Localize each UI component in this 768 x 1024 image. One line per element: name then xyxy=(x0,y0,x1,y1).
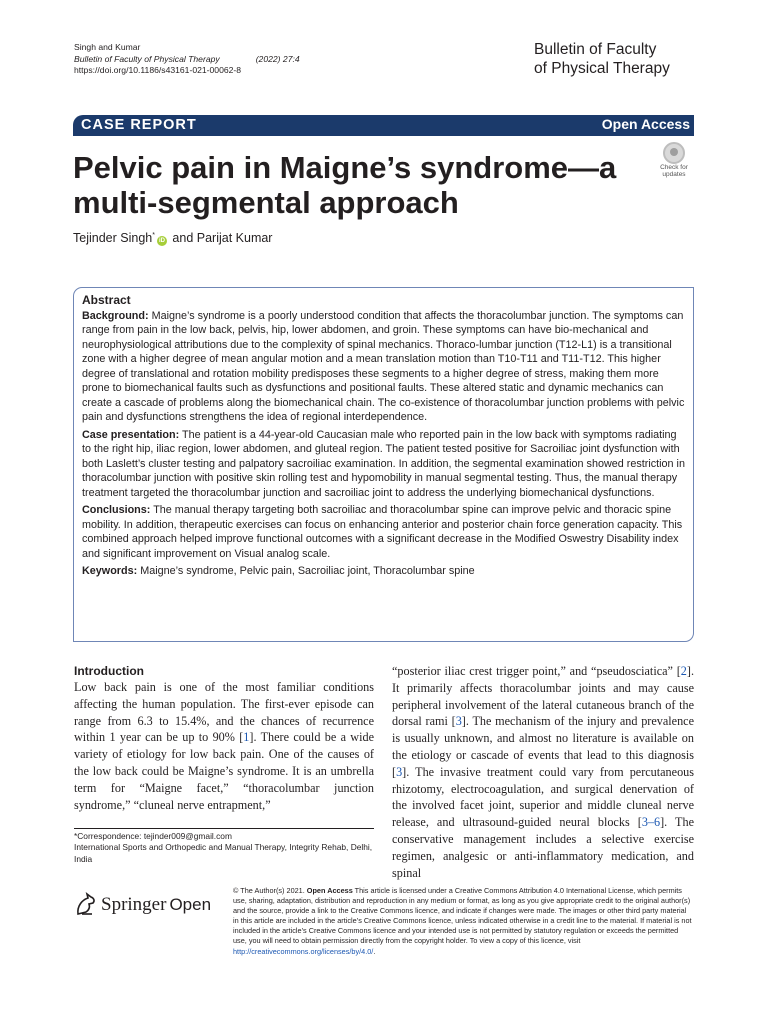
author-first[interactable]: Tejinder Singh xyxy=(73,231,153,245)
journal-citation xyxy=(74,54,300,66)
case-label: Case presentation: xyxy=(82,428,180,441)
keywords-label: Keywords: xyxy=(82,565,138,577)
crossmark-line2: updates xyxy=(662,171,686,178)
intro-text: ]. The conservative management includes a selective exercise regimen, analgesic or anti-inflammatory medication, and spinal xyxy=(392,815,694,880)
journal-name xyxy=(534,40,694,78)
intro-paragraph-2 xyxy=(392,663,694,881)
article-type-banner xyxy=(73,115,694,136)
journal-name-line1: Bulletin of Faculty xyxy=(534,41,657,58)
affiliation: International Sports and Orthopedic and Manual Therapy, Integrity Rehab, Delhi, India xyxy=(74,842,373,864)
crossmark-label xyxy=(656,164,692,178)
conclusions-text: The manual therapy targeting both sacroiliac and thoracolumbar spine can improve pelvic and thoracic spine mobility. In addition, therapeutic exercises can focus on enhancing anterior and posterior chain force generation capacity. This combined approach helped improve functional outcomes with a significant decrease in the Modified Oswestry Disability index and significant improvement on Visual analog scale. xyxy=(82,504,683,560)
license-text xyxy=(233,886,694,957)
springer-open-logo xyxy=(74,890,219,920)
background-label: Background: xyxy=(82,309,149,322)
intro-text: Low back pain is one of the most familiar conditions affecting the human population. The first-ever episode can range from 6.3 to 15.4%, and the chances of recurrence within 1 year can be up to 90% [ xyxy=(74,680,374,745)
citation-link[interactable]: 3 xyxy=(396,764,403,779)
author-rest[interactable]: and Parijat Kumar xyxy=(168,231,273,245)
article-type: CASE REPORT xyxy=(81,117,197,133)
correspondence-footnote xyxy=(74,831,374,865)
background-text: Maigne’s syndrome is a poorly understood condition that affects the thoracolumbar junction. The symptoms can range from pain in the low back, pelvis, hip, lower abdomen, and groin. These symptoms can have bio-mechanical and neurophysiological attributions due to the complexity of spinal mechanics. Thoraco-lumbar junction (T12-L1) is a transitional zone with a higher degree of mean angular motion and a mean translation motion than T10-T11 and T11-T12. This higher degree of translational and rotation mobility predisposes these segments to a higher degree of stress, making them more prone to biomechanical faults such as dysfunctions and positional faults. These altered static and dynamic mechanics can create a cascade of problems along the biomechanical chain. The co-existence of thoracolumbar junction problems with pelvic pain and dysfunctions strengthens the idea of regional interdependence. xyxy=(82,309,685,423)
intro-text: ]. There could be a wide variety of etiology for low back pain. One of the causes of the low back could be Maigne’s syndrome. It is an umbrella term for “Maigne facet,” “thoracolumbar junction syndrome,” “cluneal nerve entrapment,” xyxy=(74,730,374,812)
case-text: The patient is a 44-year-old Caucasian male who reported pain in the low back with symptoms radiating to the right hip, iliac region, lower abdomen, and gluteal region. The patient tested positive for Sacroiliac joint dysfunction with both Laslett’s cluster testing and palpatory sacroiliac examination. In addition, the segmental examination showed restriction in thoracolumbar junction with positive skin rolling test and hypomobility in manual segmental testing. Thus, the manual therapy treatment targeted the thoracolumbar junction and sacroiliac joint to address the underlying biomechanical dysfunctions. xyxy=(82,428,685,499)
intro-paragraph-1 xyxy=(74,679,374,813)
copyright: © The Author(s) 2021. xyxy=(233,886,307,895)
open-access-label: Open Access xyxy=(601,116,690,132)
year-volume: (2022) 27:4 xyxy=(255,53,300,64)
author-list xyxy=(73,231,272,246)
citation-link[interactable]: 3 xyxy=(455,714,462,729)
abstract-case xyxy=(82,428,685,501)
conclusions-label: Conclusions: xyxy=(82,504,151,516)
intro-text: ]. It primarily affects thoracolumbar joints and may cause peripheral involvement of the lateral cutaneous branch of the dorsal rami [ xyxy=(392,664,694,729)
journal-name-line2: of Physical Therapy xyxy=(534,60,670,77)
springer-horse-icon xyxy=(74,890,98,918)
keywords-text: Maigne’s syndrome, Pelvic pain, Sacroiliac joint, Thoracolumbar spine xyxy=(137,565,475,577)
article-meta xyxy=(74,42,300,77)
correspondence-email[interactable]: *Correspondence: tejinder009@gmail.com xyxy=(74,831,232,841)
abstract-background xyxy=(82,309,685,425)
orcid-icon[interactable]: iD xyxy=(158,238,165,244)
springer-wordmark xyxy=(101,894,211,916)
journal-title-italic: Bulletin of Faculty of Physical Therapy xyxy=(74,53,220,64)
check-for-updates-button[interactable] xyxy=(656,142,692,180)
body-column-right xyxy=(392,663,694,881)
abstract-conclusions xyxy=(82,503,685,561)
crossmark-icon xyxy=(663,142,685,164)
intro-text: ]. The mechanism of the injury and prevalence is usually unknown, and almost no literature is available on the etiology or cascade of events that lead to this diagnosis [ xyxy=(392,714,694,779)
intro-text: ]. The invasive treatment could vary from percutaneous rhizotomy, electrocoagulation, and surgical denervation of the involved facet joint, superior and middle cluneal nerve release, and ultrasound-guided neural blocks [ xyxy=(392,764,694,830)
citation-link[interactable]: 3–6 xyxy=(641,815,661,830)
crossmark-line1: Check for xyxy=(660,164,688,171)
license-open-access: Open Access xyxy=(306,886,353,895)
citation-link[interactable]: 1 xyxy=(243,730,250,745)
license-body: This article is licensed under a Creative Commons Attribution 4.0 International License, which permits use, sharing, adaptation, distribution and reproduction in any medium or format, as long as you give appropriate credit to the original author(s) and the source, provide a link to the Creative Commons licence, and indicate if changes were made. The images or other third party material in this article are included in the article’s Creative Commons licence, unless indicated otherwise in a credit line to the material. If material is not included in the article’s Creative Commons licence and your intended use is not permitted by statutory regulation or exceeds the permitted use, you will need to obtain permission directly from the copyright holder. To view a copy of this licence, visit xyxy=(233,886,692,946)
springer-open: Open xyxy=(169,895,212,914)
license-link[interactable]: http://creativecommons.org/licenses/by/4.0/ xyxy=(233,946,374,956)
springer-name: Springer xyxy=(101,894,167,915)
abstract-heading: Abstract xyxy=(82,293,131,307)
footnote-divider xyxy=(74,828,374,829)
intro-text: “posterior iliac crest trigger point,” and “pseudosciatica” [ xyxy=(392,664,681,678)
doi-link[interactable]: https://doi.org/10.1186/s43161-021-00062-8 xyxy=(74,65,242,75)
running-authors: Singh and Kumar xyxy=(74,42,141,52)
license-end: . xyxy=(373,946,376,956)
body-column-left xyxy=(74,664,374,813)
corresponding-mark: * xyxy=(152,231,155,239)
abstract-keywords xyxy=(82,564,685,579)
citation-link[interactable]: 2 xyxy=(680,664,687,678)
abstract-box xyxy=(73,287,694,642)
introduction-heading: Introduction xyxy=(74,664,144,678)
article-title: Pelvic pain in Maigne’s syndrome—a multi-segmental approach xyxy=(73,150,617,220)
